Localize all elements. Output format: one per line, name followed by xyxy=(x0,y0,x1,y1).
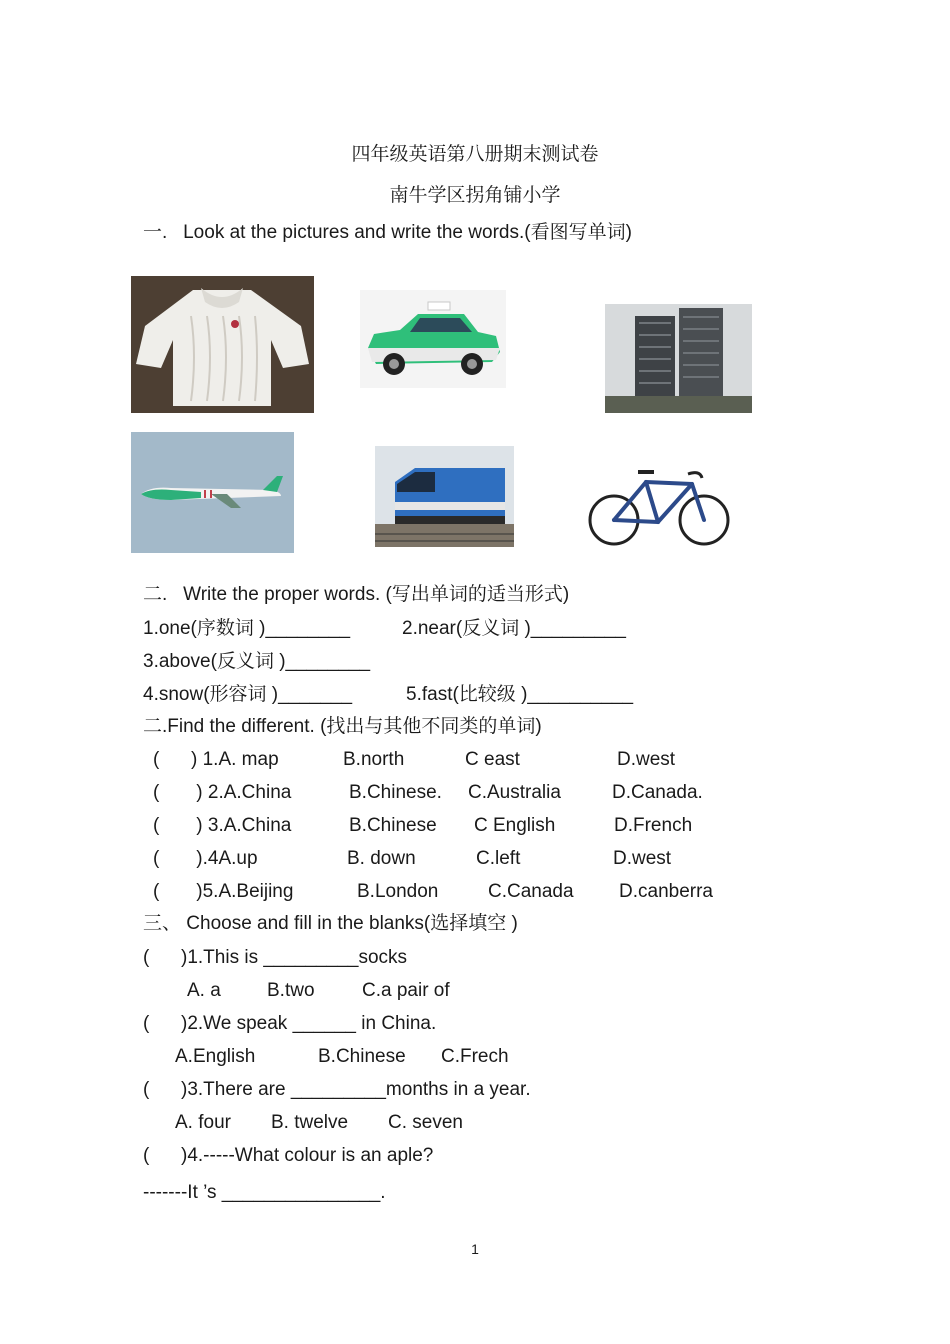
choice-q2: ( )2.We speak ______ in China. xyxy=(143,1013,437,1034)
diff-row-3-option-d: D.French xyxy=(614,815,693,836)
diff-row-2-question: ( ) 2.A.China xyxy=(153,782,292,803)
item-snow: 4.snow(形容词 )_______ xyxy=(143,684,353,705)
choice-q3-option-c: C. seven xyxy=(388,1112,463,1133)
page-number: 1 xyxy=(471,1241,479,1257)
sweater-photo xyxy=(131,276,314,413)
choice-q2-option-c: C.Frech xyxy=(441,1046,509,1067)
diff-row-5-option-c: C.Canada xyxy=(488,881,574,902)
diff-row-3-option-c: C English xyxy=(474,815,556,836)
section4-heading: 三、 Choose and fill in the blanks(选择填空 ) xyxy=(143,913,518,934)
item-one: 1.one(序数词 )________ xyxy=(143,618,351,639)
diff-row-4-option-c: C.left xyxy=(476,848,521,869)
plane-photo xyxy=(131,432,294,553)
school-name: 南牛学区拐角铺小学 xyxy=(389,185,561,206)
diff-row-4-question: ( ).4A.up xyxy=(153,848,258,869)
section3-heading: 二.Find the different. (找出与其他不同类的单词) xyxy=(143,716,542,737)
item-fast: 5.fast(比较级 )__________ xyxy=(406,684,634,705)
diff-row-1-option-d: D.west xyxy=(617,749,676,770)
diff-row-1-question: ( ) 1.A. map xyxy=(153,749,279,770)
diff-row-5-question: ( )5.A.Beijing xyxy=(153,881,294,902)
choice-q2-option-a: A.English xyxy=(175,1046,256,1067)
diff-row-2-option-d: D.Canada. xyxy=(612,782,703,803)
choice-q4: ( )4.-----What colour is an aple? xyxy=(143,1145,434,1166)
diff-row-3-option-b: B.Chinese xyxy=(349,815,437,836)
section1-heading: 一. Look at the pictures and write the words.(看图写单词) xyxy=(143,222,632,243)
diff-row-5-option-d: D.canberra xyxy=(619,881,713,902)
train-photo xyxy=(375,446,514,547)
choice-q2-option-b: B.Chinese xyxy=(318,1046,406,1067)
taxi-photo xyxy=(360,290,506,388)
page-title: 四年级英语第八册期末测试卷 xyxy=(351,144,599,165)
diff-row-3-question: ( ) 3.A.China xyxy=(153,815,292,836)
diff-row-2-option-c: C.Australia xyxy=(468,782,561,803)
diff-row-4-option-b: B. down xyxy=(347,848,416,869)
choice-q1-option-c: C.a pair of xyxy=(362,980,450,1001)
choice-q1: ( )1.This is _________socks xyxy=(143,947,408,968)
choice-q4-answer: -------It ’s _______________. xyxy=(143,1182,386,1203)
building-photo xyxy=(605,304,752,413)
diff-row-2-option-b: B.Chinese. xyxy=(349,782,442,803)
choice-q3: ( )3.There are _________months in a year. xyxy=(143,1079,531,1100)
diff-row-1-option-c: C east xyxy=(465,749,520,770)
choice-q1-option-b: B.two xyxy=(267,980,315,1001)
diff-row-1-option-b: B.north xyxy=(343,749,405,770)
bike-photo xyxy=(588,458,732,552)
item-above: 3.above(反义词 )________ xyxy=(143,651,371,672)
choice-q1-option-a: A. a xyxy=(187,980,221,1001)
diff-row-5-option-b: B.London xyxy=(357,881,439,902)
diff-row-4-option-d: D.west xyxy=(613,848,672,869)
item-near: 2.near(反义词 )_________ xyxy=(402,618,626,639)
choice-q3-option-a: A. four xyxy=(175,1112,231,1133)
section2-heading: 二. Write the proper words. (写出单词的适当形式) xyxy=(143,584,570,605)
choice-q3-option-b: B. twelve xyxy=(271,1112,349,1133)
